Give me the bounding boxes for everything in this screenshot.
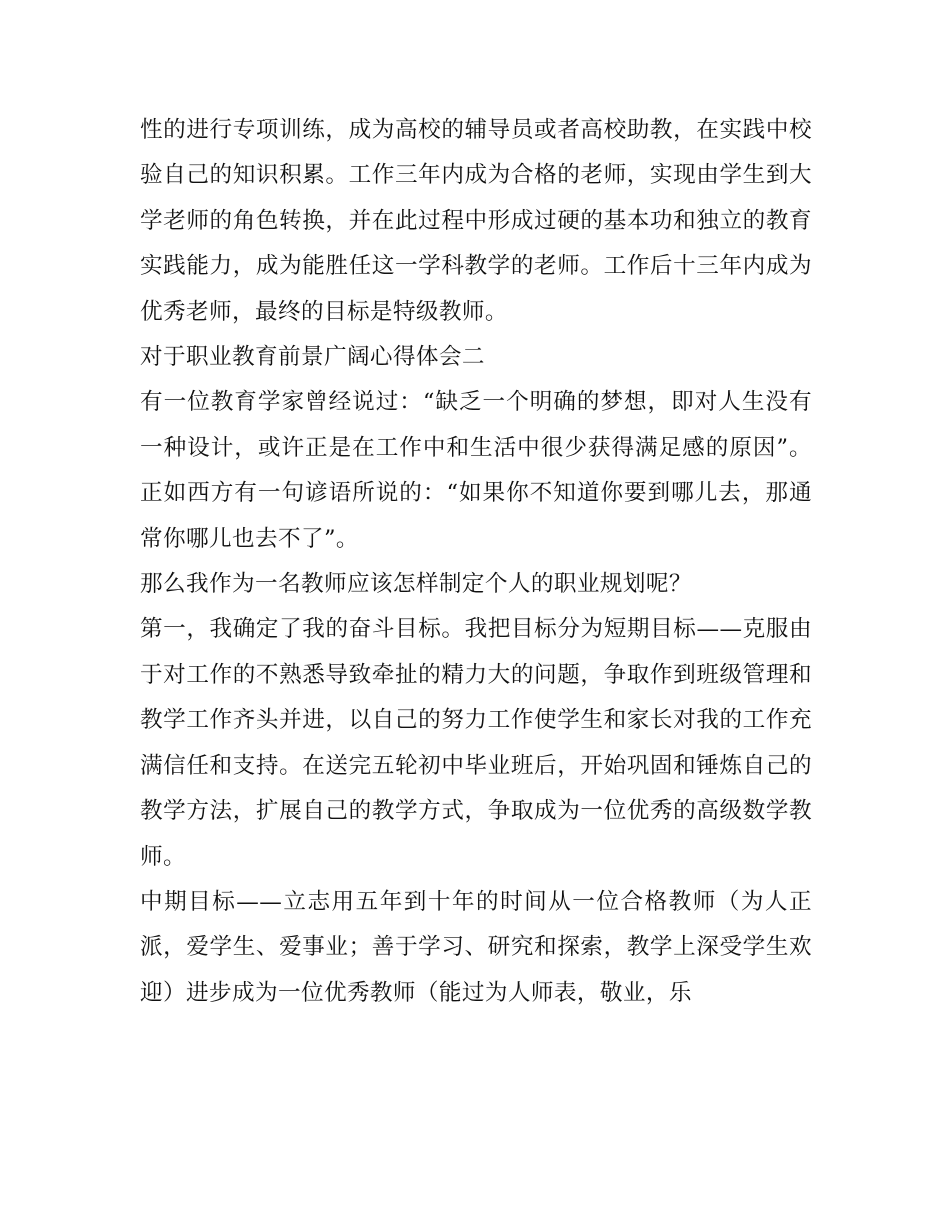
paragraph-question: 那么我作为一名教师应该怎样制定个人的职业规划呢？	[140, 571, 692, 598]
paragraph-educator-quote: 有一位教育学家曾经说过：“缺乏一个明确的梦想，即对人生没有一种设计，或许正是在工作中和生活中很少获得满足感的原因”。正如西方有一句谚语所说的：“如果你不知道你要到哪儿去，那通常你哪儿也去不了”。	[140, 389, 812, 552]
section-heading: 对于职业教育前景广阔心得体会二	[140, 344, 485, 371]
paragraph-mid-term-goal: 中期目标——立志用五年到十年的时间从一位合格教师（为人正派，爱学生、爱事业；善于学习、研究和探索，教学上深受学生欢迎）进步成为一位优秀教师（能过为人师表，敬业，乐	[140, 888, 812, 1006]
paragraph-career-goals-continued: 性的进行专项训练，成为高校的辅导员或者高校助教，在实践中校验自己的知识积累。工作三年内成为合格的老师，实现由学生到大学老师的角色转换，并在此过程中形成过硬的基本功和独立的教育实践能力，成为能胜任这一学科教学的老师。工作后十三年内成为优秀老师，最终的目标是特级教师。	[140, 117, 812, 325]
paragraph-short-term-goal: 第一，我确定了我的奋斗目标。我把目标分为短期目标——克服由于对工作的不熟悉导致牵扯的精力大的问题，争取作到班级管理和教学工作齐头并进，以自己的努力工作使学生和家长对我的工作充满信任和支持。在送完五轮初中毕业班后，开始巩固和锤炼自己的教学方法，扩展自己的教学方式，争取成为一位优秀的高级数学教师。	[140, 616, 812, 870]
document-body	[140, 108, 812, 1016]
